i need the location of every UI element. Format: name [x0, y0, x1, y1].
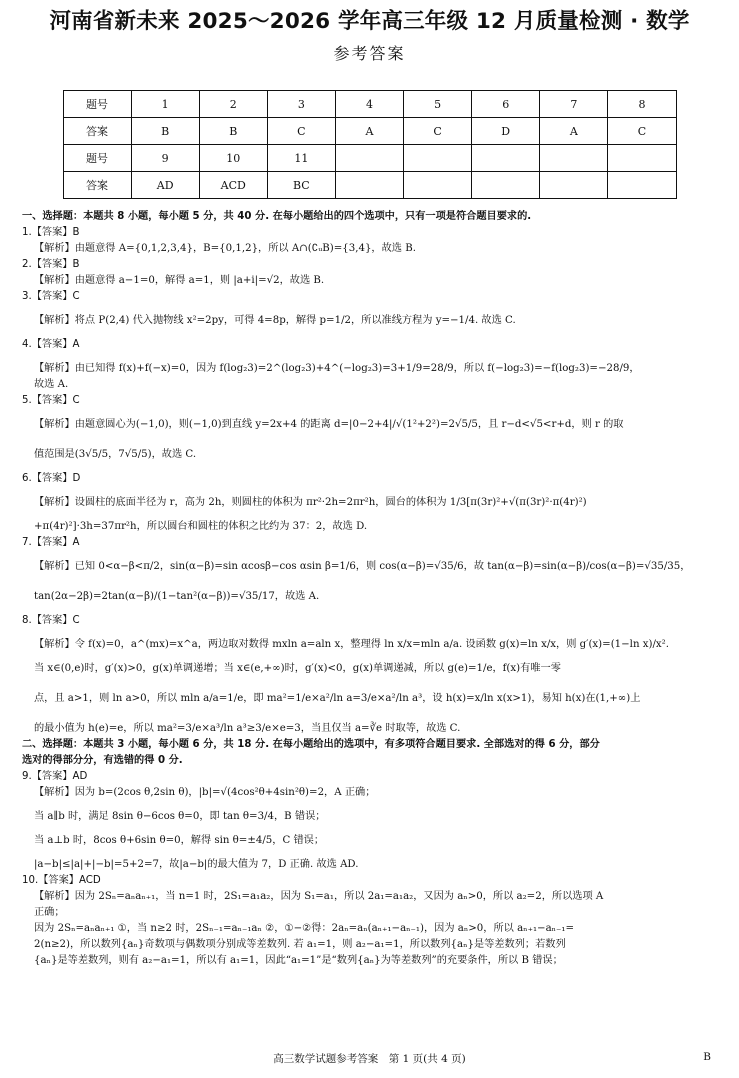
- table-cell: 2: [199, 91, 267, 118]
- explanation-line: 【解析】令 f(x)=0，a^(mx)=x^a，两边取对数得 mxln a=aln x，整理得 ln x/x=mln a/a. 设函数 g(x)=ln x/x，则 g′(x)=(1−ln x)/x².: [34, 639, 669, 650]
- explanation-line: 当 a⊥b 时，8cos θ+6sin θ=0，解得 sin θ=±4/5，C 错误；: [34, 835, 325, 846]
- page-title: 河南省新未来 2025～2026 学年高三年级 12 月质量检测 · 数学: [49, 9, 690, 34]
- answer-line: 2.【答案】B: [22, 259, 80, 270]
- table-cell: [540, 145, 608, 172]
- page-footer: [0, 1051, 739, 1066]
- footer-text: 高三数学试题参考答案 第 1 页(共 4 页): [273, 1053, 466, 1065]
- explanation-line: 【解析】由已知得 f(x)+f(−x)=0，因为 f(log₂3)=2^(log₂3)+4^(−log₂3)=3+1/9=28/9，所以 f(−log₂3)=−f(log₂3)=−28/9，: [34, 363, 640, 374]
- explanation-line: 2(n≥2)，所以数列{aₙ}奇数项与偶数项分别成等差数列. 若 a₁=1，则 a₂−a₁=1，所以数列{aₙ}是等差数列；若数列: [34, 939, 566, 950]
- table-cell: 4: [335, 91, 403, 118]
- table-cell: [472, 145, 540, 172]
- section-heading: 一、选择题：本题共 8 小题，每小题 5 分，共 40 分. 在每小题给出的四个选项中，只有一项是符合题目要求的.: [22, 211, 532, 222]
- answer-line: 8.【答案】C: [22, 615, 80, 626]
- row-label: 题号: [63, 91, 131, 118]
- table-cell: 7: [540, 91, 608, 118]
- version-mark: B: [703, 1051, 711, 1063]
- answer-table: [63, 90, 677, 199]
- table-cell: C: [267, 118, 335, 145]
- explanation-line: 故选 A.: [34, 379, 69, 390]
- answer-line: 5.【答案】C: [22, 395, 80, 406]
- table-row: [63, 145, 676, 172]
- answer-line: 10.【答案】ACD: [22, 875, 101, 886]
- table-cell: ACD: [199, 172, 267, 199]
- explanation-line: 值范围是(3√5/5，7√5/5)，故选 C.: [34, 449, 197, 460]
- table-cell: [540, 172, 608, 199]
- explanation-line: {aₙ}是等差数列，则有 a₂−a₁=1，所以有 a₁=1，因此“a₁=1”是“数列{aₙ}为等差数列”的充要条件，所以 B 错误；: [34, 955, 563, 966]
- answer-line: 4.【答案】A: [22, 339, 80, 350]
- table-cell: [335, 145, 403, 172]
- row-label: 答案: [63, 118, 131, 145]
- explanation-line: 【解析】由题意圆心为(−1,0)，则(−1,0)到直线 y=2x+4 的距离 d=|0−2+4|/√(1²+2²)=2√5/5，且 r−d<√5<r+d，则 r 的取: [34, 419, 624, 430]
- table-row: [63, 172, 676, 199]
- answer-line: 7.【答案】A: [22, 537, 80, 548]
- explanation-line: 正确；: [34, 907, 65, 918]
- explanation-line: +π(4r)²]·3h=37πr²h，所以圆台和圆柱的体积之比约为 37：2，故选 D.: [34, 521, 368, 532]
- explanation-line: 【解析】将点 P(2,4) 代入抛物线 x²=2py，可得 4=8p，解得 p=1/2，所以准线方程为 y=−1/4. 故选 C.: [34, 315, 516, 326]
- table-cell: B: [199, 118, 267, 145]
- table-cell: 1: [131, 91, 199, 118]
- explanation-line: 【解析】由题意得 A={0,1,2,3,4}，B={0,1,2}，所以 A∩(∁ᵤB)={3,4}，故选 B.: [34, 243, 416, 254]
- row-label: 答案: [63, 172, 131, 199]
- explanation-line: 因为 2Sₙ=aₙaₙ₊₁ ①，当 n≥2 时，2Sₙ₋₁=aₙ₋₁aₙ ②，①−②得：2aₙ=aₙ(aₙ₊₁−aₙ₋₁)，因为 aₙ>0，所以 aₙ₊₁−aₙ₋₁=: [34, 923, 575, 934]
- table-cell: 9: [131, 145, 199, 172]
- explanation-line: 当 x∈(0,e)时，g′(x)>0，g(x)单调递增；当 x∈(e,+∞)时，g′(x)<0，g(x)单调递减，所以 g(e)=1/e，f(x)有唯一零: [34, 663, 561, 674]
- table-cell: D: [472, 118, 540, 145]
- page-subtitle: 参考答案: [333, 44, 406, 63]
- table-cell: 5: [404, 91, 472, 118]
- table-cell: C: [608, 118, 676, 145]
- section-heading: 选对的得部分分，有选错的得 0 分.: [22, 755, 183, 766]
- answer-line: 1.【答案】B: [22, 227, 80, 238]
- table-cell: BC: [267, 172, 335, 199]
- table-cell: 10: [199, 145, 267, 172]
- answer-line: 6.【答案】D: [22, 473, 81, 484]
- explanation-line: 【解析】已知 0<α−β<π/2，sin(α−β)=sin αcosβ−cos αsin β=1/6，则 cos(α−β)=√35/6，故 tan(α−β)=sin(α−β)/cos(α−β)=√35/35，: [34, 561, 691, 572]
- section-heading: 二、选择题：本题共 3 小题，每小题 6 分，共 18 分. 在每小题给出的选项中，有多项符合题目要求. 全部选对的得 6 分，部分: [22, 739, 600, 750]
- row-label: 题号: [63, 145, 131, 172]
- answer-line: 9.【答案】AD: [22, 771, 88, 782]
- table-cell: [472, 172, 540, 199]
- table-cell: [404, 172, 472, 199]
- table-cell: [404, 145, 472, 172]
- explanation-line: 【解析】因为 b=(2cos θ,2sin θ)，|b|=√(4cos²θ+4sin²θ)=2，A 正确；: [34, 787, 376, 798]
- table-row: [63, 91, 676, 118]
- explanation-line: 点，且 a>1，则 ln a>0，所以 mln a/a=1/e，即 ma²=1/e×a²/ln a=3/e×a²/ln a³，设 h(x)=x/ln x(x>1)，易知 h(x)在(1,+∞)上: [34, 693, 641, 704]
- table-cell: 3: [267, 91, 335, 118]
- table-cell: 6: [472, 91, 540, 118]
- table-row: [63, 118, 676, 145]
- table-cell: [608, 145, 676, 172]
- table-cell: A: [540, 118, 608, 145]
- table-cell: 8: [608, 91, 676, 118]
- explanation-line: 【解析】设圆柱的底面半径为 r，高为 2h，则圆柱的体积为 πr²·2h=2πr²h，圆台的体积为 1/3[π(3r)²+√(π(3r)²·π(4r)²): [34, 497, 587, 508]
- table-cell: AD: [131, 172, 199, 199]
- table-cell: 11: [267, 145, 335, 172]
- table-cell: [335, 172, 403, 199]
- table-cell: [608, 172, 676, 199]
- solutions: [22, 209, 717, 969]
- table-cell: A: [335, 118, 403, 145]
- explanation-line: |a−b|≤|a|+|−b|=5+2=7，故|a−b|的最大值为 7，D 正确. 故选 AD.: [34, 859, 359, 870]
- explanation-line: 【解析】因为 2Sₙ=aₙaₙ₊₁，当 n=1 时，2S₁=a₁a₂，因为 S₁=a₁，所以 2a₁=a₁a₂，又因为 aₙ>0，所以 a₂=2，所以选项 A: [34, 891, 604, 902]
- explanation-line: 【解析】由题意得 a−1=0，解得 a=1，则 |a+i|=√2，故选 B.: [34, 275, 325, 286]
- table-cell: B: [131, 118, 199, 145]
- table-cell: C: [404, 118, 472, 145]
- explanation-line: 的最小值为 h(e)=e，所以 ma²=3/e×a³/ln a³≥3/e×e=3，当且仅当 a=∛e 时取等，故选 C.: [34, 723, 461, 734]
- explanation-line: 当 a∥b 时，满足 8sin θ−6cos θ=0，即 tan θ=3/4，B 错误；: [34, 811, 326, 822]
- explanation-line: tan(2α−2β)=2tan(α−β)/(1−tan²(α−β))=√35/17，故选 A.: [34, 591, 320, 602]
- answer-line: 3.【答案】C: [22, 291, 80, 302]
